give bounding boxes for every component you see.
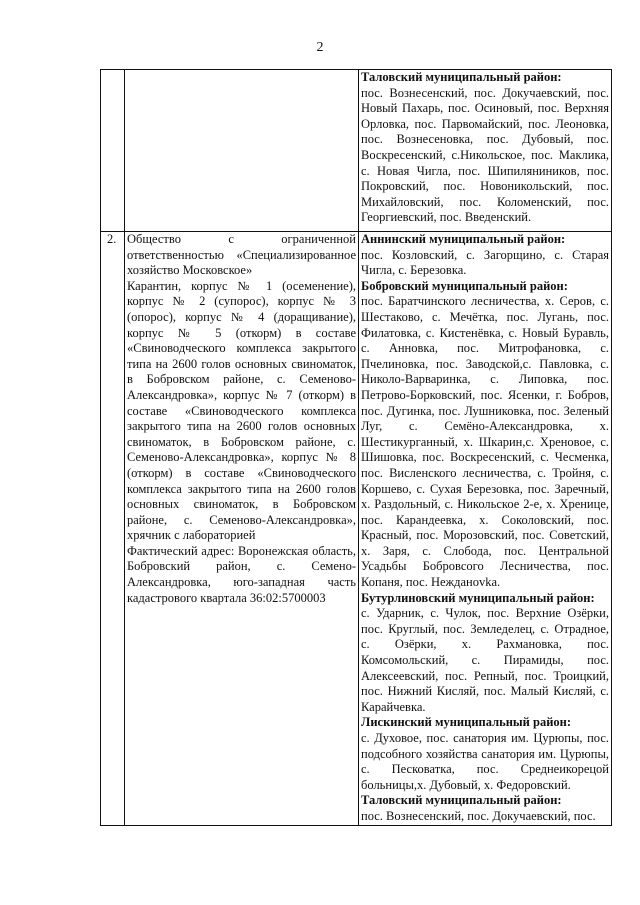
district-name: Таловский муниципальный район:: [361, 70, 562, 84]
district-name: Бутурлиновский муниципальный район:: [361, 590, 595, 605]
districts-table: [100, 69, 612, 826]
district-places: пос. Вознесенский, пос. Докучаевский, пос. Новый Пахарь, пос. Осиновый, пос. Верхняя Орловка, пос. Парвомайский, пос. Леоновка, пос. Вознесеновка, пос. Дубовый, пос. Воскресенский, с.Никольское, пос. Маклика, с. Новая Чигла, пос. Шипиляниников, пос. Покровский, пос. Новоникольский, пос. Михайловский, пос. Коломенский, пос. Георгиевский, пос. Введенский.: [361, 85, 609, 225]
district-name: Лискинский муниципальный район:: [361, 715, 572, 730]
district-places: с. Духовое, пос. санатория им. Цурюпы, пос. подсобного хозяйства санатория им. Цурюпы, с. Песковатка, пос. Среднеикорецой больницы,х. Дубовый, х. Федоровский.: [361, 731, 609, 792]
district-places: с. Ударник, с. Чулок, пос. Верхние Озёрки, пос. Круглый, пос. Земледелец, с. Отрадное, с. Озёрки, х. Рахмановка, пос. Комсомольский, с. Пирамиды, пос. Алексеевский, пос. Репный, пос. Троицкий, пос. Нижний Кисляй, пос. Малый Кисляй, с. Карайчевка.: [361, 606, 609, 714]
district-name: Аннинский муниципальный район:: [361, 232, 566, 246]
district-name: Таловский муниципальный район:: [361, 793, 562, 808]
organization-cell: [125, 70, 359, 232]
district-places: пос. Козловский, с. Загорщино, с. Старая Чигла, с. Березовка.: [361, 247, 609, 278]
districts-cell: [359, 70, 612, 232]
table-row: [101, 70, 612, 232]
row-number-cell: [101, 70, 125, 232]
district-places: пос. Вознесенский, пос. Докучаевский, пос.: [361, 808, 596, 823]
table-row: [101, 232, 612, 826]
organization-name: Общество с ограниченной ответственностью «Специализированное хозяйство Московское»: [127, 232, 356, 278]
district-name: Бобровский муниципальный район:: [361, 278, 568, 293]
page-number: 2: [316, 40, 324, 55]
organization-address: Фактический адрес: Воронежская область, Бобровский район, с. Семено-Александровка, юго-западная часть кадастрового квартала 36:02:5700003: [127, 543, 356, 605]
row-number-cell: 2.: [101, 232, 125, 826]
district-places: пос. Баратчинского лесничества, х. Серов, с. Шестаково, с. Мечётка, пос. Лугань, пос. Филатовка, с. Кистенёвка, с. Новый Буравль, с. Анновка, пос. Митрофановка, с. Пчелиновка, пос. Заводской,с. Павловка, с. Николо-Варваринка, с. Липовка, пос. Петрово-Борковский, пос. Ясенки, г. Бобров, пос. Дугинка, пос. Лушниковка, пос. Зеленый Луг, с. Семёно-Александровка, х. Шестикурганный, х. Шкарин,с. Хреновое, с. Шишовка, пос. Воскресенский, с. Чесменка, пос. Висленского лесничества, с. Тройня, с. Коршево, с. Сухая Березовка, пос. Заречный, х. Раздольный, с. Никольское 2-е, х. Хреницe, пос. Карандеевка, х. Соколовский, пос. Красный, пос. Морозовский, пос. Советский, х. Заря, с. Слобода, пос. Центральной Усадьбы Бобровсого Лесничества, пос. Копаня, пос. Нежданovka.: [361, 294, 609, 590]
organization-objects: Карантин, корпус № 1 (осеменение), корпус № 2 (супорос), корпус № 3 (опорос), корпус № 4 (доращивание), корпус № 5 (откорм) в составе «Свиноводческого комплекса закрытого типа на 2600 голов основных свиноматок, в Бобровском районе, с. Семеново-Александровка», корпус № 7 (откорм) в составе «Свиноводческого комплекса закрытого типа на 2600 голов основных свиноматок, в Бобровском районе, с. Семеново-Александровка», корпус № 8 (откорм) в составе «Свиноводческого комплекса закрытого типа на 2600 голов основных свиноматок, в Бобровском районе, с. Семеново-Александровка», хрячник с лабораторией: [127, 278, 356, 543]
districts-cell: [359, 232, 612, 826]
organization-cell: [125, 232, 359, 826]
